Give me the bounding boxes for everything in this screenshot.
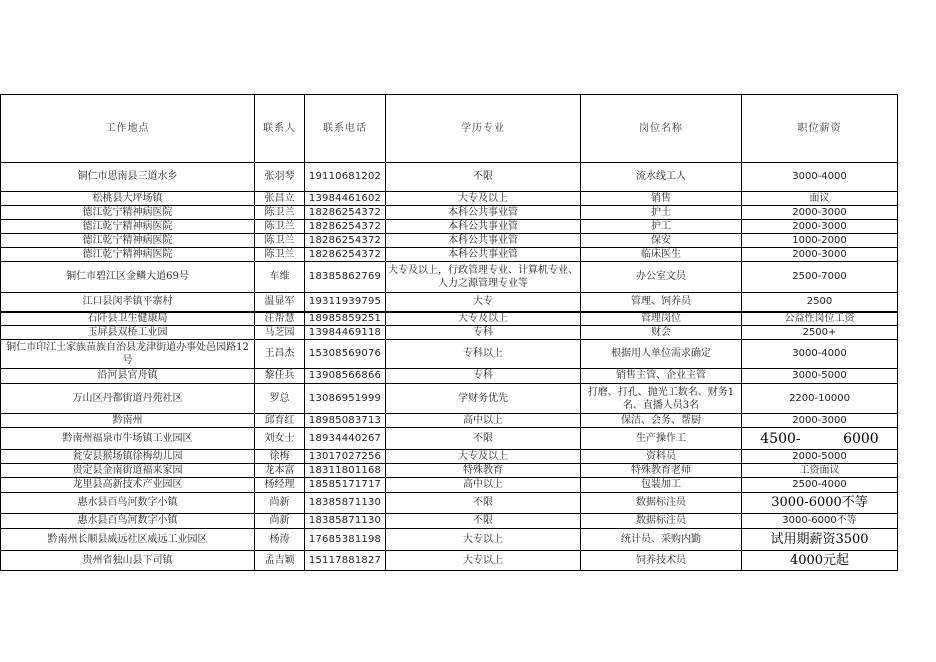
table-row [1, 206, 898, 220]
cell-education: 本科公共事业管 [386, 206, 581, 220]
cell-education: 不限 [386, 493, 581, 514]
cell-position: 饲养技术员 [581, 551, 742, 571]
cell-phone: 18585171717 [305, 478, 386, 493]
table-row [1, 248, 898, 262]
cell-contact: 汪帮慧 [255, 312, 305, 326]
cell-location: 铜仁市印江土家族苗族自治县龙津街道办事处邑园路12号 [1, 340, 255, 369]
cell-location: 德江乾宁精神病医院 [1, 234, 255, 248]
cell-salary: 面议 [742, 192, 898, 206]
cell-salary: 3000-6000不等 [742, 514, 898, 529]
cell-phone: 18985083713 [305, 414, 386, 428]
table-row [1, 529, 898, 551]
table-row [1, 369, 898, 384]
cell-position: 特殊教育老师 [581, 464, 742, 478]
cell-salary: 1000-2000 [742, 234, 898, 248]
cell-location: 惠水县百鸟河数字小镇 [1, 514, 255, 529]
cell-contact: 邱育红 [255, 414, 305, 428]
cell-education: 专科以上 [386, 340, 581, 369]
cell-contact: 陈卫兰 [255, 220, 305, 234]
table-row [1, 293, 898, 312]
cell-education: 不限 [386, 163, 581, 192]
cell-education: 本科公共事业管 [386, 220, 581, 234]
cell-phone: 19110681202 [305, 163, 386, 192]
header-location: 工作地点 [1, 95, 255, 163]
table-row [1, 163, 898, 192]
cell-phone: 13984461602 [305, 192, 386, 206]
cell-location: 德江乾宁精神病医院 [1, 248, 255, 262]
cell-salary: 4000元起 [742, 551, 898, 571]
cell-salary: 3000-6000不等 [742, 493, 898, 514]
cell-education: 大专 [386, 293, 581, 312]
cell-education: 本科公共事业管 [386, 248, 581, 262]
cell-position: 保洁、会务、帮厨 [581, 414, 742, 428]
header-phone: 联系电话 [305, 95, 386, 163]
cell-phone: 18286254372 [305, 206, 386, 220]
cell-contact: 刘女士 [255, 428, 305, 450]
cell-position: 统计员、采购内勤 [581, 529, 742, 551]
cell-phone: 13984469118 [305, 326, 386, 340]
cell-education: 专科 [386, 369, 581, 384]
cell-position: 生产操作工 [581, 428, 742, 450]
job-listing-sheet [0, 94, 897, 571]
cell-phone: 13017027256 [305, 450, 386, 464]
header-salary: 职位薪资 [742, 95, 898, 163]
cell-salary: 2200-10000 [742, 384, 898, 414]
cell-education: 大专及以上，行政管理专业、计算机专业、人力之源管理专业等 [386, 262, 581, 293]
cell-phone: 17685381198 [305, 529, 386, 551]
table-row [1, 514, 898, 529]
cell-position: 资料员 [581, 450, 742, 464]
cell-contact: 马芝园 [255, 326, 305, 340]
table-row [1, 414, 898, 428]
cell-location: 石阡县卫生健康局 [1, 312, 255, 326]
cell-contact: 车维 [255, 262, 305, 293]
cell-contact: 孟吉颖 [255, 551, 305, 571]
table-row [1, 478, 898, 493]
table-row [1, 551, 898, 571]
cell-education: 大专以上 [386, 529, 581, 551]
table-row [1, 220, 898, 234]
cell-location: 铜仁市思南县三道水乡 [1, 163, 255, 192]
cell-contact: 张昌立 [255, 192, 305, 206]
cell-education: 大专及以上 [386, 450, 581, 464]
cell-phone: 18934440267 [305, 428, 386, 450]
cell-location: 惠水县百鸟河数字小镇 [1, 493, 255, 514]
header-row [1, 95, 898, 163]
cell-salary: 3000-4000 [742, 340, 898, 369]
cell-phone: 18286254372 [305, 220, 386, 234]
cell-salary: 工资面议 [742, 464, 898, 478]
cell-phone: 18286254372 [305, 234, 386, 248]
cell-position: 销售 [581, 192, 742, 206]
cell-position: 护士 [581, 206, 742, 220]
cell-contact: 尚新 [255, 493, 305, 514]
cell-education: 不限 [386, 514, 581, 529]
cell-education: 学财务优先 [386, 384, 581, 414]
table-row [1, 464, 898, 478]
cell-contact: 陈卫兰 [255, 248, 305, 262]
cell-position: 办公室文员 [581, 262, 742, 293]
cell-position: 财会 [581, 326, 742, 340]
cell-location: 黔南州福泉市牛场镇工业园区 [1, 428, 255, 450]
cell-location: 龙里县高新技术产业园区 [1, 478, 255, 493]
cell-salary: 3000-5000 [742, 369, 898, 384]
cell-education: 专科 [386, 326, 581, 340]
cell-location: 沿河县官舟镇 [1, 369, 255, 384]
cell-salary: 公益性岗位工资 [742, 312, 898, 326]
cell-location: 松桃县大坪场镇 [1, 192, 255, 206]
table-row [1, 428, 898, 450]
cell-position: 数据标注员 [581, 514, 742, 529]
table-row [1, 384, 898, 414]
cell-contact: 温显军 [255, 293, 305, 312]
cell-contact: 龙本富 [255, 464, 305, 478]
cell-location: 江口县闵孝镇平寨村 [1, 293, 255, 312]
cell-phone: 15117881827 [305, 551, 386, 571]
table-row [1, 493, 898, 514]
cell-location: 玉屏县双桥工业园 [1, 326, 255, 340]
cell-education: 高中以上 [386, 478, 581, 493]
cell-education: 大专及以上 [386, 192, 581, 206]
cell-phone: 18286254372 [305, 248, 386, 262]
cell-position: 管理、饲养员 [581, 293, 742, 312]
cell-education: 特殊教育 [386, 464, 581, 478]
cell-position: 护工 [581, 220, 742, 234]
cell-education: 不限 [386, 428, 581, 450]
cell-position: 保安 [581, 234, 742, 248]
table-row [1, 192, 898, 206]
table-row [1, 450, 898, 464]
cell-position: 数据标注员 [581, 493, 742, 514]
cell-location: 黔南州长顺县威远社区威远工业园区 [1, 529, 255, 551]
cell-contact: 张羽琴 [255, 163, 305, 192]
cell-phone: 19311939795 [305, 293, 386, 312]
cell-position: 临床医生 [581, 248, 742, 262]
cell-contact: 杨经理 [255, 478, 305, 493]
cell-contact: 黎任兵 [255, 369, 305, 384]
cell-education: 大专及以上 [386, 312, 581, 326]
cell-salary: 2500+ [742, 326, 898, 340]
cell-education: 高中以上 [386, 414, 581, 428]
cell-location: 贵州省独山县下司镇 [1, 551, 255, 571]
cell-location: 瓮安县猴场镇徐梅幼儿园 [1, 450, 255, 464]
table-row [1, 326, 898, 340]
cell-education: 本科公共事业管 [386, 234, 581, 248]
header-education: 学历专业 [386, 95, 581, 163]
cell-salary: 3000-4000 [742, 163, 898, 192]
table-row [1, 312, 898, 326]
cell-salary: 2500-7000 [742, 262, 898, 293]
cell-position: 管理岗位 [581, 312, 742, 326]
cell-salary: 2000-3000 [742, 206, 898, 220]
cell-contact: 王昌杰 [255, 340, 305, 369]
cell-education: 大专以上 [386, 551, 581, 571]
cell-location: 德江乾宁精神病医院 [1, 206, 255, 220]
cell-contact: 徐梅 [255, 450, 305, 464]
cell-phone: 18385862769 [305, 262, 386, 293]
job-table [0, 94, 898, 571]
cell-phone: 13908566866 [305, 369, 386, 384]
cell-phone: 18385871130 [305, 493, 386, 514]
cell-contact: 尚新 [255, 514, 305, 529]
cell-phone: 18385871130 [305, 514, 386, 529]
cell-position: 销售主管、企业主管 [581, 369, 742, 384]
cell-salary: 2500-4000 [742, 478, 898, 493]
cell-position: 包装加工 [581, 478, 742, 493]
table-row [1, 234, 898, 248]
cell-salary: 2000-3000 [742, 220, 898, 234]
cell-location: 黔南州 [1, 414, 255, 428]
header-position: 岗位名称 [581, 95, 742, 163]
cell-location: 贵定县金南街道福来家园 [1, 464, 255, 478]
table-row [1, 262, 898, 293]
cell-salary: 2000-5000 [742, 450, 898, 464]
cell-contact: 陈卫兰 [255, 206, 305, 220]
cell-phone: 18985859251 [305, 312, 386, 326]
cell-position: 流水线工人 [581, 163, 742, 192]
table-row [1, 340, 898, 369]
cell-location: 德江乾宁精神病医院 [1, 220, 255, 234]
header-contact: 联系人 [255, 95, 305, 163]
cell-salary: 2000-3000 [742, 414, 898, 428]
cell-contact: 陈卫兰 [255, 234, 305, 248]
cell-salary: 4500- 6000 [742, 428, 898, 450]
cell-position: 根据用人单位需求确定 [581, 340, 742, 369]
cell-position: 打磨、打孔、抛光工数名、财务1名、直播人员3名 [581, 384, 742, 414]
cell-phone: 15308569076 [305, 340, 386, 369]
cell-contact: 罗总 [255, 384, 305, 414]
cell-contact: 杨涛 [255, 529, 305, 551]
cell-salary: 试用期薪资3500 [742, 529, 898, 551]
cell-phone: 13086951999 [305, 384, 386, 414]
cell-salary: 2000-3000 [742, 248, 898, 262]
cell-location: 铜仁市碧江区金鳞大道69号 [1, 262, 255, 293]
cell-location: 万山区丹都街道丹苑社区 [1, 384, 255, 414]
cell-phone: 18311801168 [305, 464, 386, 478]
cell-salary: 2500 [742, 293, 898, 312]
